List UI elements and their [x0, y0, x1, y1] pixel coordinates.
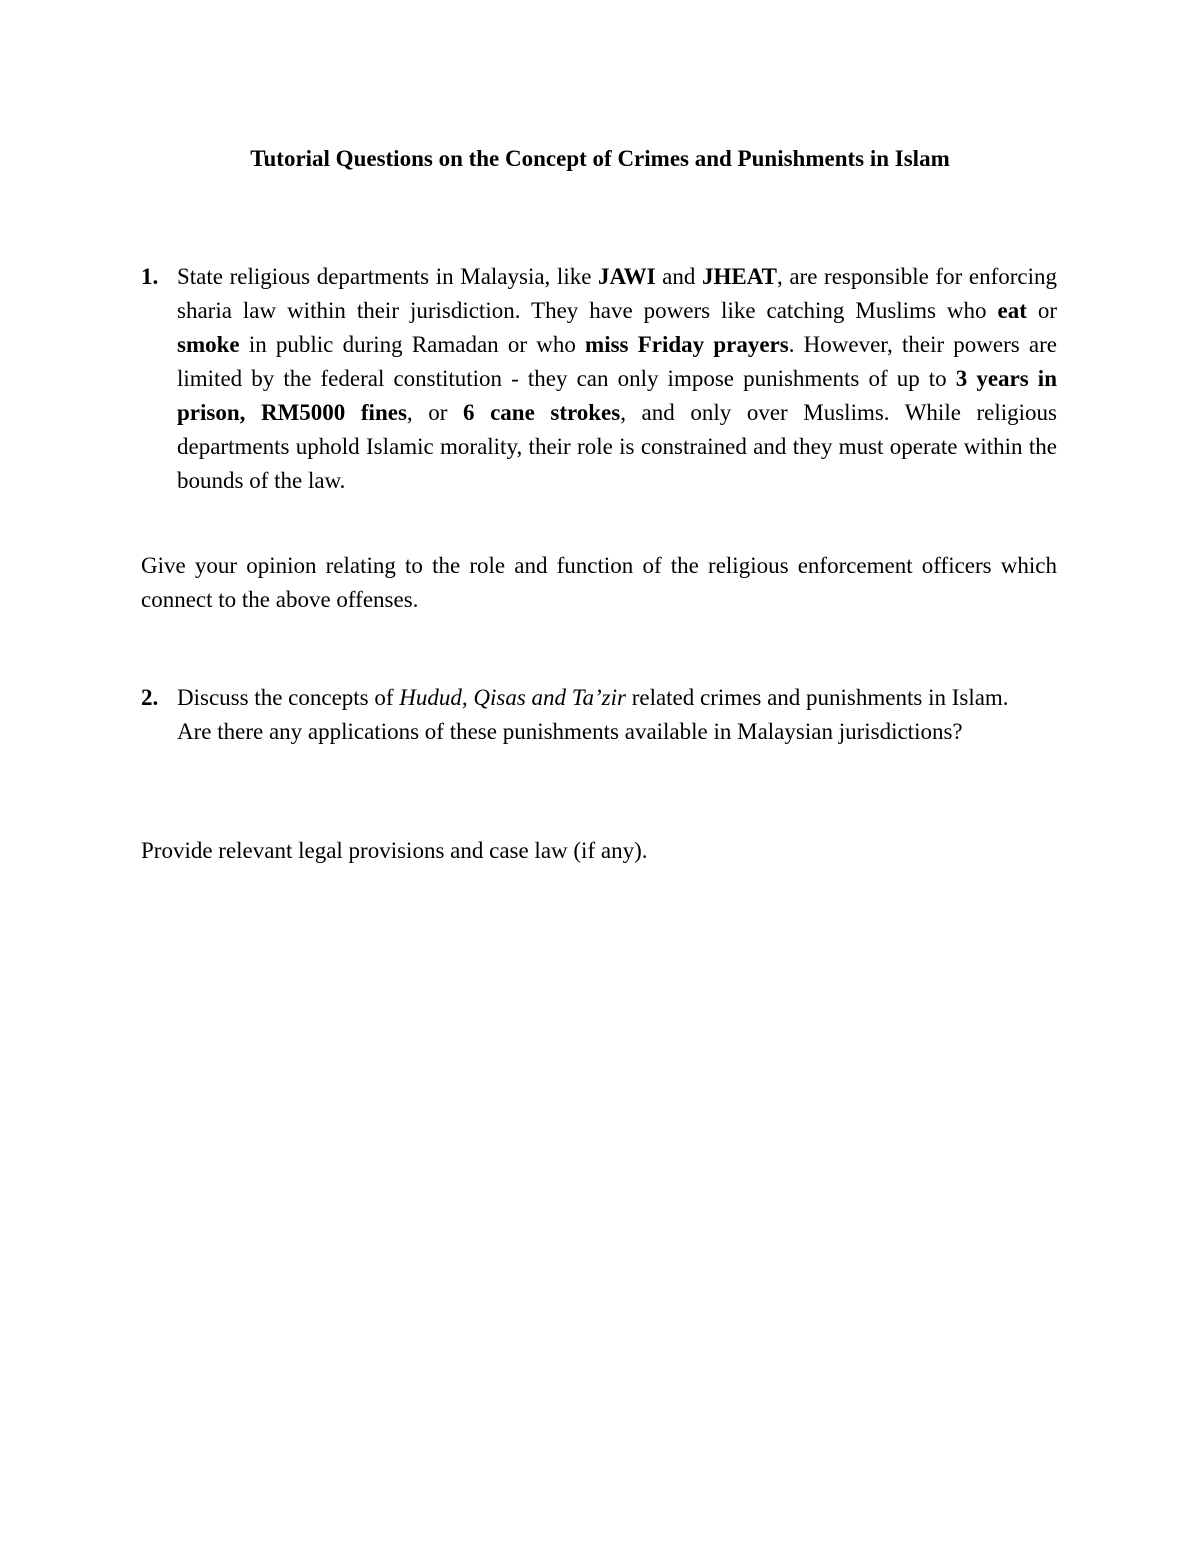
q1-bold-comma: , — [239, 400, 246, 425]
q1-text-part: . However, their powers are limited by the federal constitution - they can only impose punishments of up to — [177, 332, 1058, 391]
question-2 — [141, 681, 1057, 749]
q2-text-part: related crimes and punishments in Islam. — [625, 685, 1009, 710]
question-1 — [141, 260, 1057, 498]
question-2-line-2: Are there any applications of these punishments available in Malaysian jurisdictions? — [177, 719, 963, 744]
q1-bold-cane-strokes: 6 cane strokes — [462, 400, 621, 425]
q1-text-part: , or — [406, 400, 463, 425]
q1-bold-jawi: JAWI — [598, 264, 656, 289]
q1-text-part: , are responsible for enforcing sharia law within their jurisdiction. They have powers like catching Muslims who — [177, 264, 1057, 323]
question-2-followup: Provide relevant legal provisions and case law (if any). — [141, 838, 648, 863]
q1-bold-friday-prayers: miss Friday prayers — [585, 332, 789, 357]
q1-text-part: State religious departments in Malaysia, like — [177, 264, 599, 289]
q1-bold-jheat: JHEAT — [702, 264, 777, 289]
q1-text-part: , and only over Muslims. While religious departments uphold Islamic morality, their role is constrained and they must operate within the bounds of the law. — [177, 400, 1057, 493]
q1-bold-eat: eat — [997, 298, 1027, 323]
document-title: Tutorial Questions on the Concept of Crimes and Punishments in Islam — [250, 146, 950, 171]
q2-text-part: Discuss the concepts of — [177, 685, 400, 710]
question-1-number: 1. — [141, 264, 159, 289]
q2-italic-terms: Hudud, Qisas and Ta’zir — [399, 685, 626, 710]
q1-bold-prison: 3 years in prison — [177, 366, 1057, 425]
q1-text-part: in public during Ramadan or who — [239, 332, 586, 357]
question-1-followup: Give your opinion relating to the role and function of the religious enforcement officers which connect to the above offenses. — [141, 553, 1057, 612]
q1-bold-smoke: smoke — [177, 332, 240, 357]
q1-bold-fines: RM5000 fines — [260, 400, 407, 425]
question-1-text — [177, 260, 1057, 498]
question-2-number: 2. — [141, 685, 159, 710]
q1-text-part: or — [1026, 298, 1057, 323]
question-2-text — [177, 681, 1057, 749]
q1-text-part: and — [655, 264, 702, 289]
q1-text-part — [245, 400, 261, 425]
